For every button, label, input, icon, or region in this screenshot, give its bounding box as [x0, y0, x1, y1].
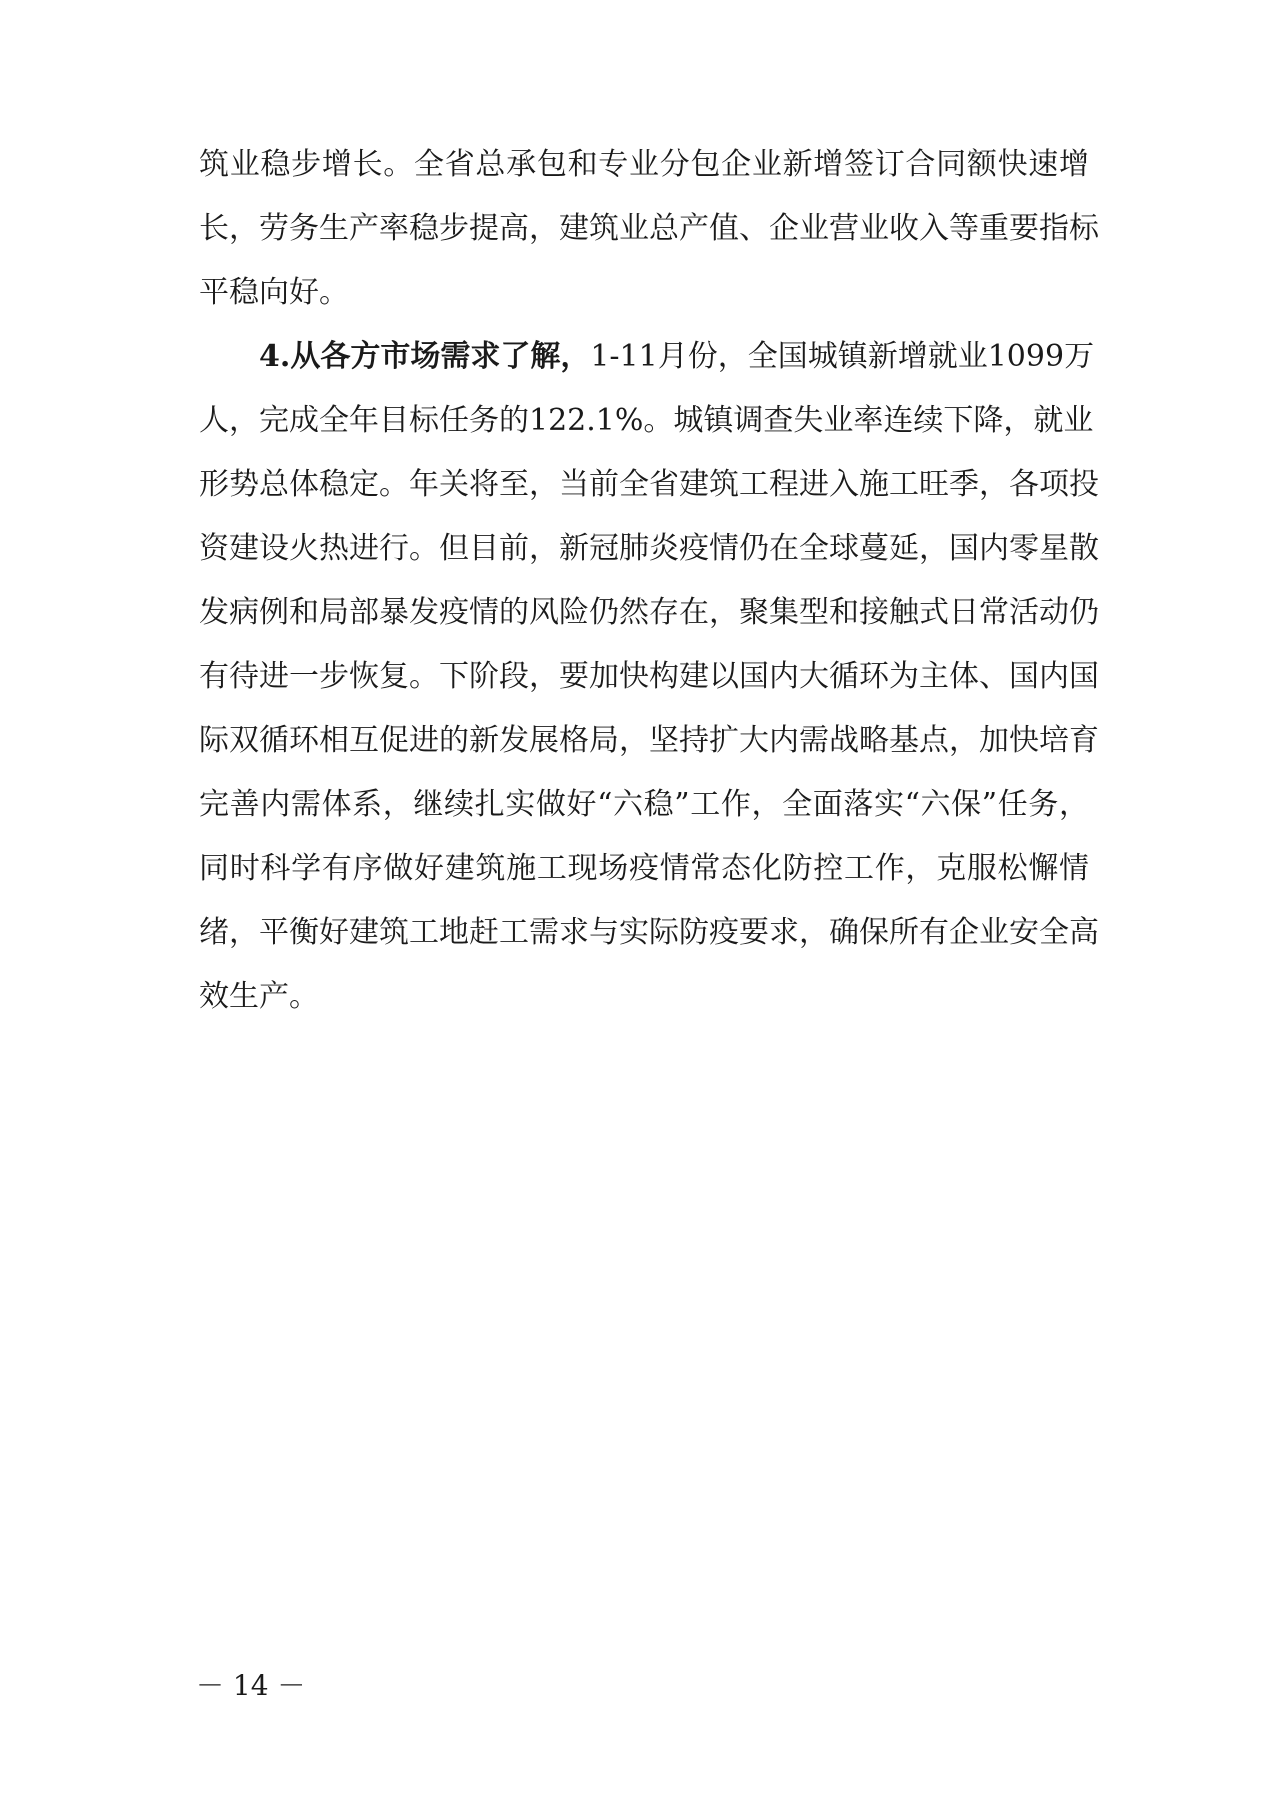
- paragraph-2-line-3: 形势总体稳定。年关将至，当前全省建筑工程进入施工旺季，各项投: [199, 467, 1099, 502]
- paragraph-2-first-line-rest: 1-11月份，全国城镇新增就业1099万: [590, 339, 1095, 374]
- paragraph-2-line-4: 资建设火热进行。但目前，新冠肺炎疫情仍在全球蔓延，国内零星散: [199, 531, 1099, 566]
- page-number: － 14 －: [196, 1669, 306, 1702]
- paragraph-2-line-5: 发病例和局部暴发疫情的风险仍然存在，聚集型和接触式日常活动仍: [199, 595, 1099, 630]
- paragraph-2-line-10: 绪，平衡好建筑工地赶工需求与实际防疫要求，确保所有企业安全高: [199, 915, 1099, 950]
- paragraph-2-line-2: 人，完成全年目标任务的122.1%。城镇调查失业率连续下降，就业: [199, 403, 1094, 438]
- paragraph-2-line-1: [259, 334, 1095, 380]
- paragraph-2-heading: 4.从各方市场需求了解，: [259, 339, 591, 374]
- paragraph-2-line-8: 完善内需体系，继续扎实做好“六稳”工作，全面落实“六保”任务，: [199, 787, 1089, 822]
- paragraph-2-line-9: 同时科学有序做好建筑施工现场疫情常态化防控工作，克服松懈情: [199, 851, 1089, 886]
- paragraph-1-line-2: 长，劳务生产率稳步提高，建筑业总产值、企业营业收入等重要指标: [199, 211, 1099, 246]
- paragraph-2-line-7: 际双循环相互促进的新发展格局，坚持扩大内需战略基点，加快培育: [199, 723, 1099, 758]
- paragraph-1-line-1: 筑业稳步增长。全省总承包和专业分包企业新增签订合同额快速增: [199, 147, 1089, 182]
- paragraph-2-line-11: 效生产。: [199, 979, 319, 1014]
- paragraph-2-line-6: 有待进一步恢复。下阶段，要加快构建以国内大循环为主体、国内国: [199, 659, 1099, 694]
- paragraph-1-line-3: 平稳向好。: [199, 275, 349, 310]
